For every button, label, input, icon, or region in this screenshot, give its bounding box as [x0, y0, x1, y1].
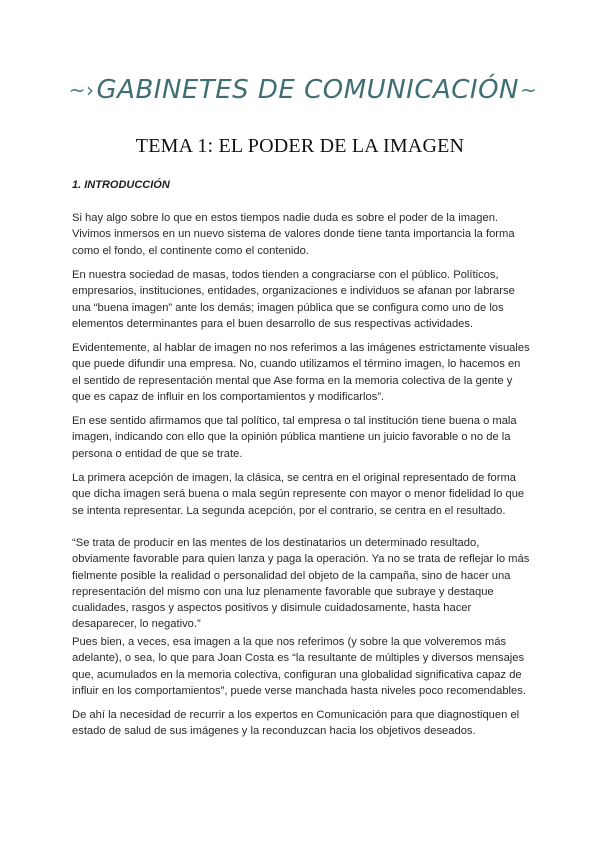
- paragraph-3: Evidentemente, al hablar de imagen no nos referimos a las imágenes estrictamente visuales que puede difundir una empresa. No, cuando utilizamos el término imagen, lo hacemos en el sentido de representación mental que Ase forma en la memoria colectiva de la gente y que es capaz de influir en los comportamientos y modificarlos”.: [72, 342, 530, 403]
- page-header-title: [68, 70, 538, 110]
- topic-title: TEMA 1: EL PODER DE LA IMAGEN: [135, 135, 465, 157]
- paragraph-4: En ese sentido afirmamos que tal político, tal empresa o tal institución tiene buena o mala imagen, indicando con ello que la opinión pública mantiene un juicio favorable o no de la persona o entidad de que se trate.: [72, 415, 517, 460]
- section-heading: 1. INTRODUCCIÓN: [72, 179, 170, 191]
- paragraph-1: Si hay algo sobre lo que en estos tiempos nadie duda es sobre el poder de la imagen. Vivimos inmersos en un nuevo sistema de valores donde tiene tanta importancia la forma como el fondo, el continente como el contenido.: [72, 212, 515, 257]
- header-title-text: GABINETES DE COMUNICACIÓN: [96, 75, 519, 105]
- paragraph-7: Pues bien, a veces, esa imagen a la que nos referimos (y sobre la que volveremos más adelante), o sea, lo que para Joan Costa es “la resultante de múltiples y diversos mensajes que, acumulados en la memoria colectiva, configuran una globalidad significativa capaz de influir en los comportamientos”, puede verse manchada hasta niveles poco recomendables.: [72, 636, 526, 697]
- left-ornament-icon: ~›: [68, 78, 95, 102]
- paragraph-2: En nuestra sociedad de masas, todos tienden a congraciarse con el público. Políticos, empresarios, instituciones, entidades, organizaciones e individuos se afanan por labrarse una “buena imagen” ante los demás; imagen pública que se configura como uno de los elementos determinantes para el buen desarrollo de sus respectivas actividades.: [72, 269, 515, 330]
- paragraph-8: De ahí la necesidad de recurrir a los expertos en Comunicación para que diagnostiquen el estado de salud de sus imágenes y la reconduzcan hacia los objetivos deseados.: [72, 709, 520, 738]
- paragraph-6: “Se trata de producir en las mentes de los destinatarios un determinado resultado, obviamente favorable para quien lanza y paga la operación. Ya no se trata de reflejar lo más fielmente posible la realidad o personalidad del objeto de la campaña, sino de hacer una representación del mismo con una luz plenamente favorable que subraye y destaque cualidades, rasgos y aspectos positivos y disimule cuidadosamente, hasta hacer desaparecer, lo negativo.”: [72, 537, 530, 631]
- paragraph-5: La primera acepción de imagen, la clásica, se centra en el original representado de forma que dicha imagen será buena o mala según represente con mayor o menor fidelidad lo que se intenta representar. La segunda acepción, por el contrario, se centra en el resultado.: [72, 472, 525, 517]
- right-ornament-icon: ~: [520, 78, 538, 102]
